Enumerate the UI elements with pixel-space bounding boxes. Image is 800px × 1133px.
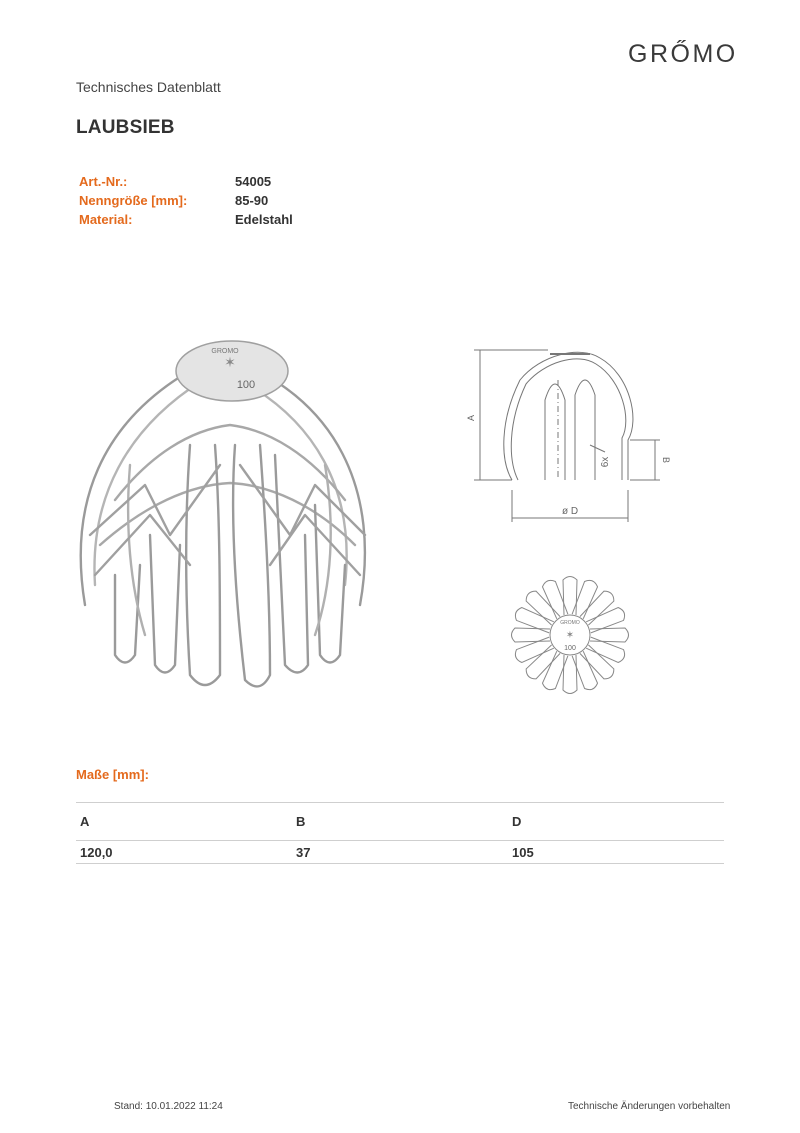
- cap-brand-text: GROMO: [211, 348, 239, 355]
- column-header: A: [80, 814, 90, 829]
- footer-disclaimer: Technische Änderungen vorbehalten: [568, 1101, 731, 1112]
- table-cell: 105: [512, 844, 534, 860]
- spec-row-size: [79, 193, 293, 212]
- spec-value: 54005: [235, 174, 272, 189]
- spec-label: Nenngröße [mm]:: [79, 193, 188, 208]
- table-header-row: [76, 803, 724, 841]
- top-cap-size-text: 100: [564, 645, 576, 652]
- spec-value: 85-90: [235, 193, 269, 208]
- spec-label: Material:: [79, 212, 133, 227]
- brand-logo: GRŐMO: [628, 40, 738, 68]
- table-cell: 37: [296, 844, 311, 860]
- spec-label: Art.-Nr.:: [79, 174, 128, 189]
- column-header: B: [296, 814, 306, 829]
- dim-label-b: B: [661, 456, 671, 464]
- dim-label-a: A: [466, 414, 476, 422]
- cap-star-icon: ✶: [224, 354, 236, 370]
- top-cap-brand-text: GROMO: [560, 620, 580, 626]
- technical-drawing-side: [460, 340, 680, 530]
- spec-value: Edelstahl: [235, 212, 293, 227]
- spec-list: [79, 174, 293, 231]
- spec-row-article: [79, 174, 293, 193]
- document-type-label: Technisches Datenblatt: [76, 79, 221, 95]
- page-title: LAUBSIEB: [76, 117, 175, 138]
- column-header: D: [512, 814, 522, 829]
- footer-date: Stand: 10.01.2022 11:24: [114, 1101, 223, 1112]
- top-cap-star-icon: ✶: [565, 630, 575, 641]
- table-cell: 120,0: [80, 844, 113, 860]
- spec-row-material: [79, 212, 293, 231]
- cap-size-text: 100: [236, 379, 256, 391]
- table-row: [76, 841, 724, 864]
- dim-label-6x: 6x: [600, 456, 611, 468]
- dimensions-heading: Maße [mm]:: [76, 767, 149, 782]
- product-photo: [70, 335, 390, 705]
- dim-label-d: ø D: [561, 506, 579, 517]
- dimensions-table: [76, 802, 724, 864]
- technical-drawing-top: [505, 570, 635, 700]
